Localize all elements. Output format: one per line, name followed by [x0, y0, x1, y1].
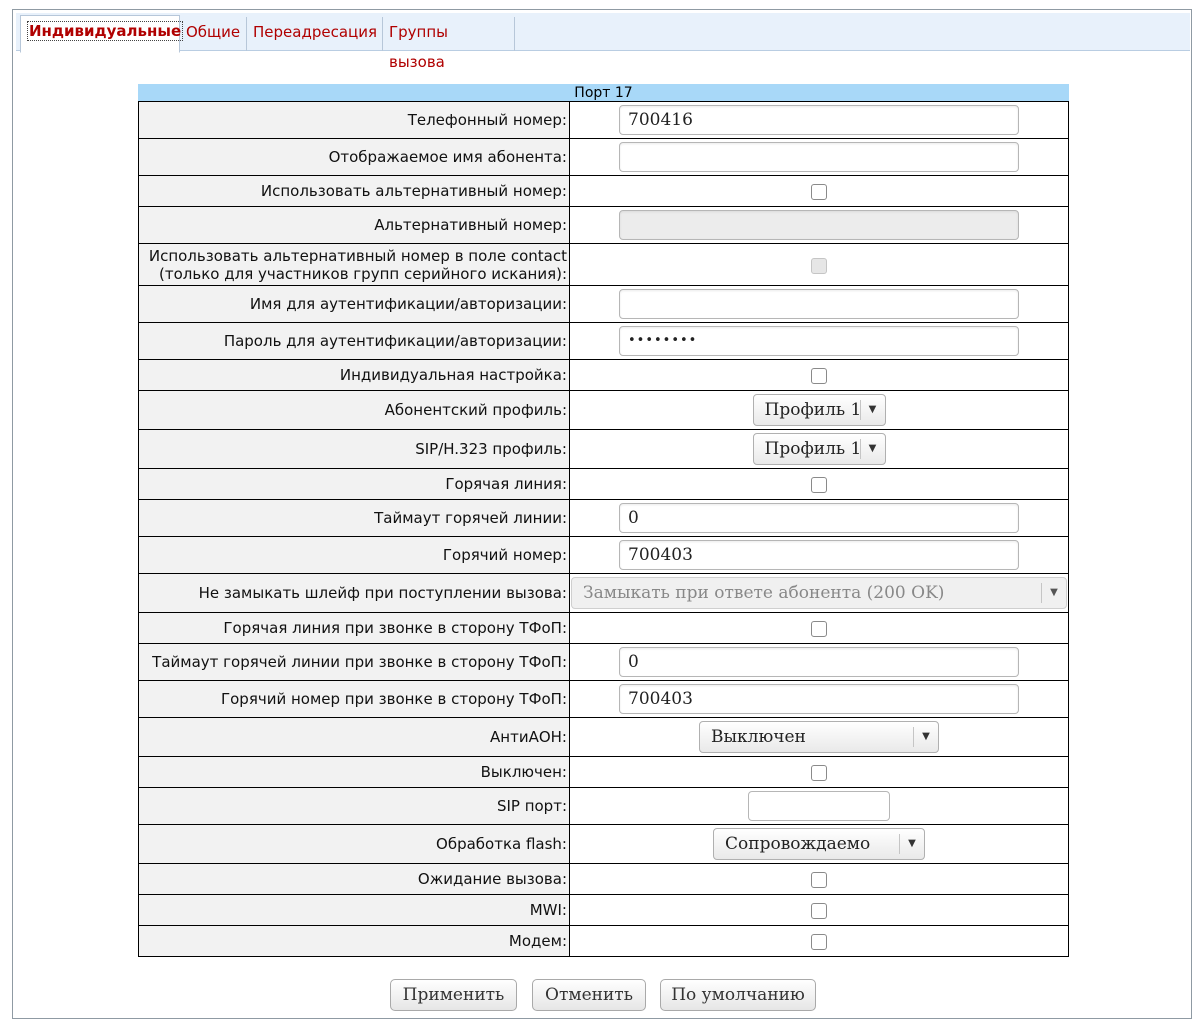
hotline-checkbox[interactable]: [811, 477, 827, 493]
port-title: Порт 17: [139, 85, 1069, 102]
individual-setting-label: Индивидуальная настройка:: [139, 360, 570, 391]
pstn-hotline-label: Горячая линия при звонке в сторону ТФоП:: [139, 613, 570, 644]
chevron-down-icon: ▼: [860, 439, 885, 459]
auth-password-label: Пароль для аутентификации/авторизации:: [139, 323, 570, 360]
antiaon-select[interactable]: [699, 721, 939, 753]
alt-number-field: [619, 210, 1019, 240]
alt-number-label: Альтернативный номер:: [139, 207, 570, 244]
modem-label: Модем:: [139, 926, 570, 957]
chevron-down-icon: ▼: [913, 727, 938, 747]
flash-value: Сопровождаемо: [725, 834, 871, 854]
loop-value: Замыкать при ответе абонента (200 OK): [583, 583, 945, 603]
tab-forwarding[interactable]: Переадресация: [247, 17, 383, 51]
alt-contact-label-line1: Использовать альтернативный номер в поле contact: [148, 246, 567, 265]
antiaon-value: Выключен: [711, 727, 806, 747]
disabled-label: Выключен:: [139, 757, 570, 788]
hotline-timeout-field[interactable]: 0: [619, 503, 1019, 533]
chevron-down-icon: ▼: [860, 400, 885, 420]
tab-bar: [16, 13, 1190, 71]
chevron-down-icon: ▼: [1041, 583, 1066, 603]
pstn-timeout-label: Таймаут горячей линии при звонке в сторону ТФоП:: [139, 644, 570, 681]
tab-individual-label: Индивидуальные: [29, 22, 182, 40]
apply-button[interactable]: Применить: [390, 979, 517, 1011]
tab-general[interactable]: Общие: [180, 17, 247, 51]
alt-contact-label-line2: (только для участников групп серийного искания):: [159, 264, 567, 283]
sip-profile-select[interactable]: [753, 433, 886, 465]
display-name-field[interactable]: [619, 142, 1019, 172]
alt-contact-checkbox: [811, 258, 827, 274]
alt-contact-label: [139, 244, 570, 286]
call-waiting-checkbox[interactable]: [811, 872, 827, 888]
sip-profile-label: SIP/H.323 профиль:: [139, 430, 570, 469]
subscriber-profile-select[interactable]: [753, 394, 886, 426]
cancel-button[interactable]: Отменить: [532, 979, 646, 1011]
sip-port-field[interactable]: [748, 791, 890, 821]
flash-select[interactable]: [713, 828, 925, 860]
call-waiting-label: Ожидание вызова:: [139, 864, 570, 895]
port-settings-table: [138, 84, 1069, 957]
chevron-down-icon: ▼: [899, 834, 924, 854]
hotline-label: Горячая линия:: [139, 469, 570, 500]
auth-name-label: Имя для аутентификации/авторизации:: [139, 286, 570, 323]
use-alt-number-checkbox[interactable]: [811, 184, 827, 200]
hot-number-field[interactable]: 700403: [619, 540, 1019, 570]
antiaon-label: АнтиАОН:: [139, 718, 570, 757]
phone-number-field[interactable]: 700416: [619, 105, 1019, 135]
default-button[interactable]: По умолчанию: [660, 979, 816, 1011]
disabled-checkbox[interactable]: [811, 765, 827, 781]
individual-setting-checkbox[interactable]: [811, 368, 827, 384]
hotline-timeout-label: Таймаут горячей линии:: [139, 500, 570, 537]
display-name-label: Отображаемое имя абонента:: [139, 139, 570, 176]
flash-label: Обработка flash:: [139, 825, 570, 864]
sip-port-label: SIP порт:: [139, 788, 570, 825]
pstn-timeout-field[interactable]: 0: [619, 647, 1019, 677]
hot-number-label: Горячий номер:: [139, 537, 570, 574]
modem-checkbox[interactable]: [811, 934, 827, 950]
tab-individual[interactable]: [20, 15, 180, 53]
tab-call-groups[interactable]: Группы вызова: [383, 17, 515, 51]
mwi-label: MWI:: [139, 895, 570, 926]
subscriber-profile-label: Абонентский профиль:: [139, 391, 570, 430]
auth-name-field[interactable]: [619, 289, 1019, 319]
loop-label: Не замыкать шлейф при поступлении вызова:: [139, 574, 570, 613]
pstn-number-label: Горячий номер при звонке в сторону ТФоП:: [139, 681, 570, 718]
phone-number-label: Телефонный номер:: [139, 102, 570, 139]
mwi-checkbox[interactable]: [811, 903, 827, 919]
use-alt-number-label: Использовать альтернативный номер:: [139, 176, 570, 207]
auth-password-field[interactable]: ••••••••: [619, 326, 1019, 356]
pstn-number-field[interactable]: 700403: [619, 684, 1019, 714]
loop-select: [571, 577, 1067, 609]
pstn-hotline-checkbox[interactable]: [811, 621, 827, 637]
sip-profile-value: Профиль 1: [764, 439, 862, 459]
subscriber-profile-value: Профиль 1: [764, 400, 862, 420]
